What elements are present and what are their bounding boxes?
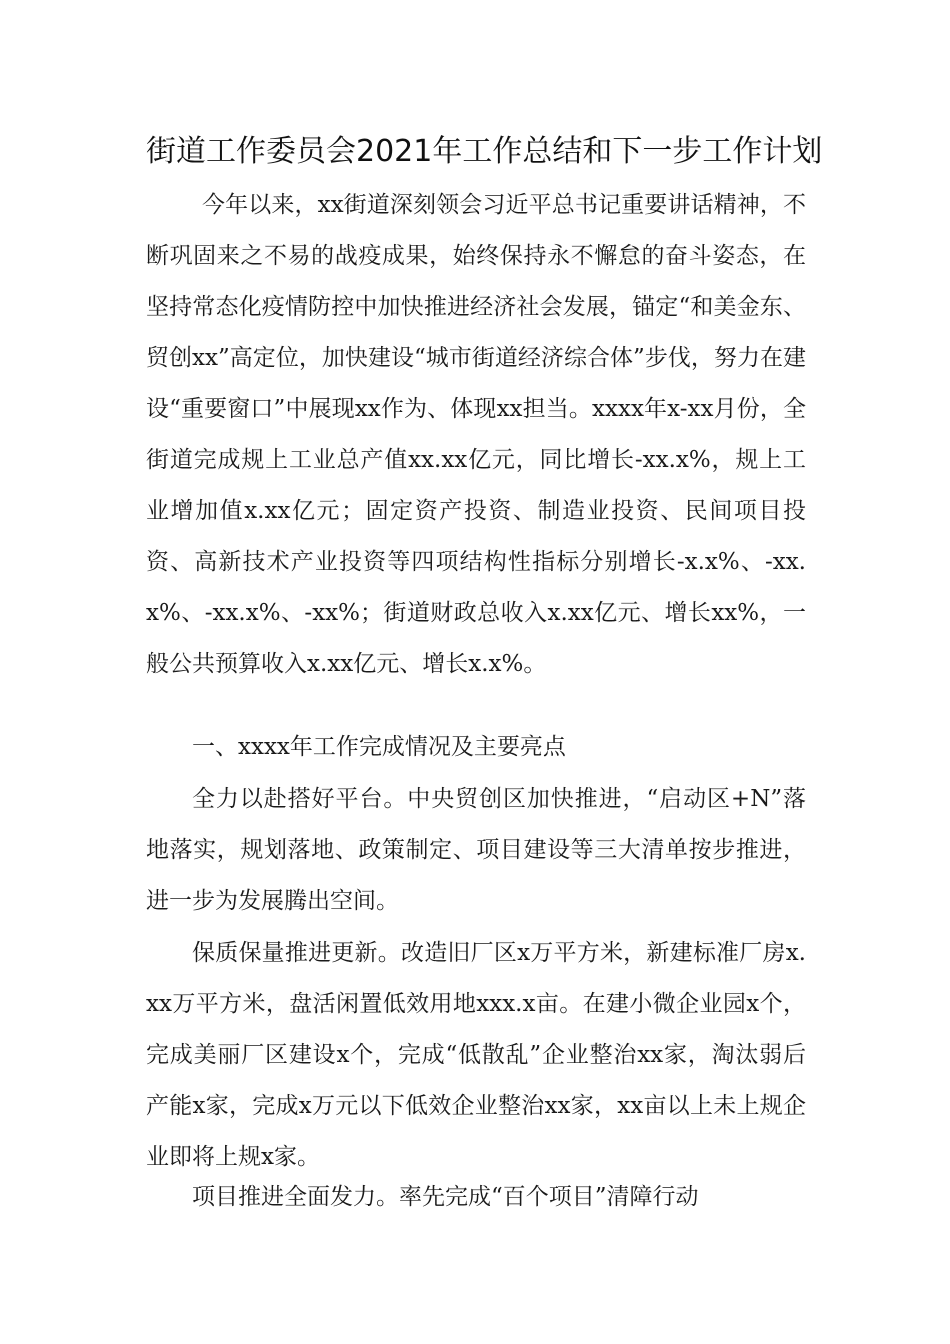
document-title: 街道工作委员会2021年工作总结和下一步工作计划 bbox=[146, 134, 823, 169]
paragraph-renewal: 保质保量推进更新。改造旧厂区x万平方米，新建标准厂房x.xx万平方米，盘活闲置低效用地xxx.x亩。在建小微企业园x个，完成美丽厂区建设x个，完成“低散乱”企业整治xx家，淘汰弱后产能x家，完成x万元以下低效企业整治xx家，xx亩以上未上规企业即将上规x家。 bbox=[146, 940, 806, 1170]
paragraph-platform: 全力以赴搭好平台。中央贸创区加快推进，“启动区+N”落地落实，规划落地、政策制定、项目建设等三大清单按步推进，进一步为发展腾出空间。 bbox=[146, 786, 806, 914]
paragraph-project: 项目推进全面发力。率先完成“百个项目”清障行动 bbox=[192, 1184, 699, 1210]
section-heading-1: 一、xxxx年工作完成情况及主要亮点 bbox=[192, 734, 566, 760]
paragraph-intro: 今年以来，xx街道深刻领会习近平总书记重要讲话精神，不断巩固来之不易的战疫成果，始终保持永不懈怠的奋斗姿态，在坚持常态化疫情防控中加快推进经济社会发展，锚定“和美金东、贸创xx”高定位，加快建设“城市街道经济综合体”步伐，努力在建设“重要窗口”中展现xx作为、体现xx担当。xxxx年x-xx月份，全街道完成规上工业总产值xx.xx亿元，同比增长-xx.x%，规上工业增加值x.xx亿元；固定资产投资、制造业投资、民间项目投资、高新技术产业投资等四项结构性指标分别增长-x.x%、-xx.x%、-xx.x%、-xx%；街道财政总收入x.xx亿元、增长xx%，一般公共预算收入x.xx亿元、增长x.x%。 bbox=[146, 192, 806, 677]
